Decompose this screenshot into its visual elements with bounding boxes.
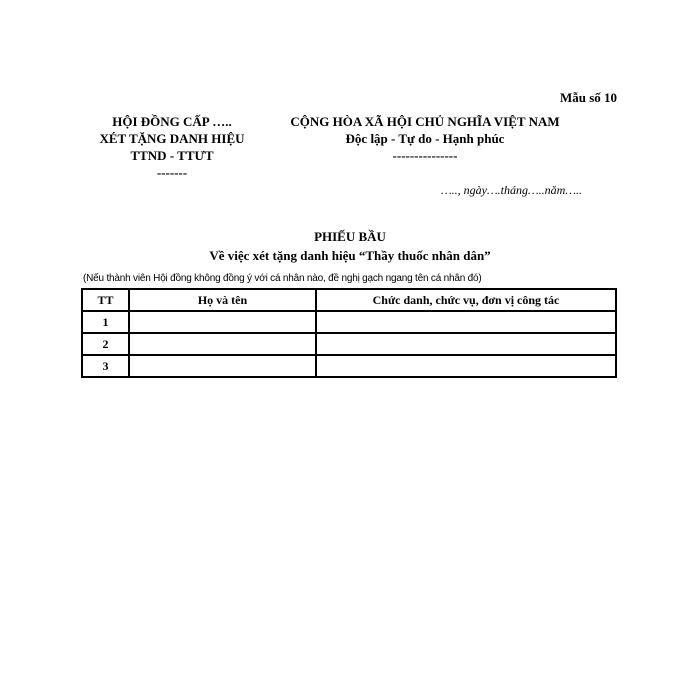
instruction-note: (Nếu thành viên Hội đồng không đồng ý với cá nhân nào, đề nghị gạch ngang tên cá nhân đó) xyxy=(83,273,482,284)
table-row xyxy=(82,355,616,377)
form-number: Mẫu số 10 xyxy=(559,90,617,105)
row-number: 2 xyxy=(82,333,129,355)
name-cell[interactable] xyxy=(129,355,316,377)
row-number: 1 xyxy=(82,311,129,333)
table-row xyxy=(82,311,616,333)
council-purpose: XÉT TẶNG DANH HIỆU xyxy=(99,131,245,146)
national-divider: --------------- xyxy=(392,148,458,163)
document-title: PHIẾU BẦU xyxy=(314,229,386,244)
council-title-type: TTND - TTƯT xyxy=(130,148,214,163)
national-motto: Độc lập - Tự do - Hạnh phúc xyxy=(345,131,505,146)
name-cell[interactable] xyxy=(129,311,316,333)
national-name: CỘNG HÒA XÃ HỘI CHỦ NGHĨA VIỆT NAM xyxy=(290,114,560,129)
header-position: Chức danh, chức vụ, đơn vị công tác xyxy=(316,289,616,311)
council-name: HỘI ĐỒNG CẤP ….. xyxy=(112,114,232,129)
header-tt: TT xyxy=(82,289,129,311)
council-divider: ------- xyxy=(156,165,188,180)
table-row xyxy=(82,333,616,355)
table-header-row xyxy=(82,289,616,311)
row-number: 3 xyxy=(82,355,129,377)
position-cell[interactable] xyxy=(316,355,616,377)
position-cell[interactable] xyxy=(316,311,616,333)
ballot-table xyxy=(81,288,617,378)
date-line: ….., ngày….tháng…..năm….. xyxy=(440,183,582,197)
document-subtitle: Về việc xét tặng danh hiệu “Thầy thuốc nhân dân” xyxy=(209,248,491,263)
position-cell[interactable] xyxy=(316,333,616,355)
name-cell[interactable] xyxy=(129,333,316,355)
national-header xyxy=(270,113,580,164)
header-name: Họ và tên xyxy=(129,289,316,311)
council-header xyxy=(72,113,272,181)
